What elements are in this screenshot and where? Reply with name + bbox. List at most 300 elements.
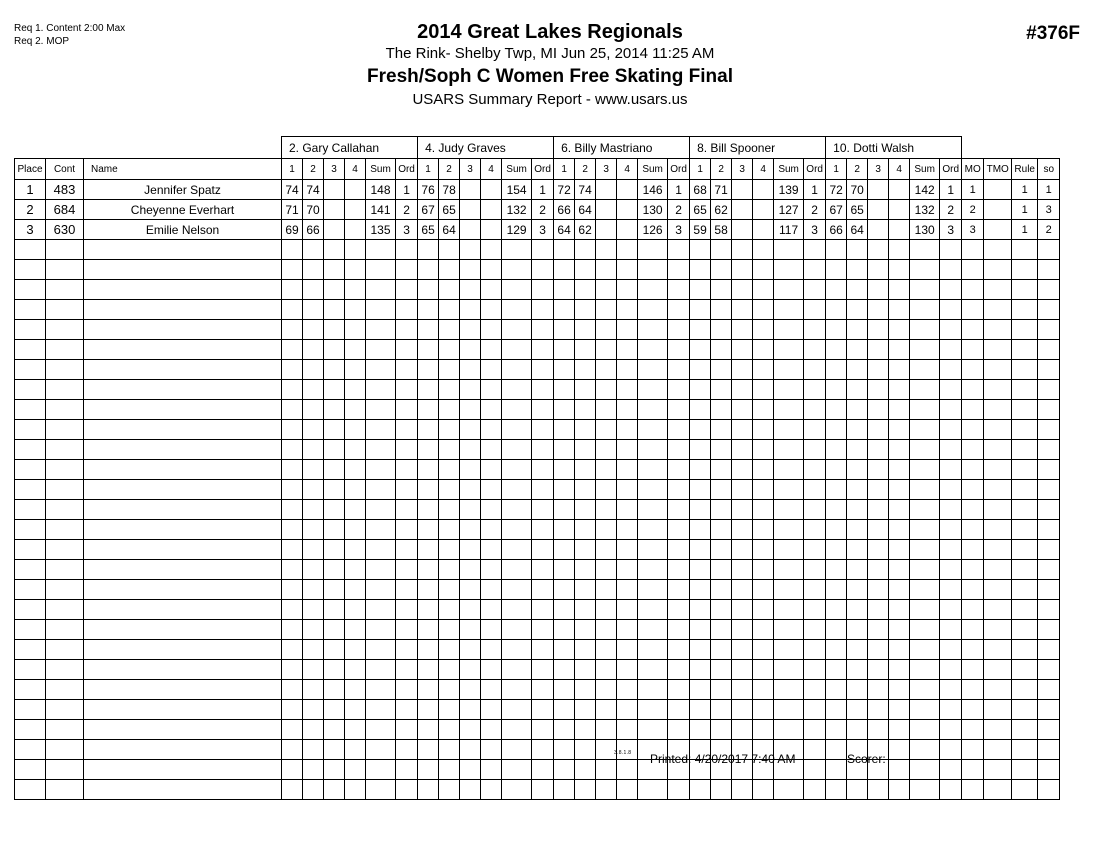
row-j2-s4: [481, 380, 502, 400]
row-j4-ord: [804, 520, 826, 540]
row-j2-s2: [439, 580, 460, 600]
row-j1-ord: [396, 620, 418, 640]
row-j4-s2: [711, 700, 732, 720]
row-rule: [1012, 660, 1038, 680]
row-j4-s1: [690, 540, 711, 560]
row-j4-s2: [711, 260, 732, 280]
row-j5-ord: [940, 380, 962, 400]
row-j5-ord: [940, 680, 962, 700]
row-j5-s2: [847, 420, 868, 440]
row-j1-s1: [282, 520, 303, 540]
row-j5-s1: [826, 360, 847, 380]
row-j4-s1: [690, 580, 711, 600]
table-row-empty[interactable]: [15, 780, 1060, 800]
sheet-footer: [14, 748, 1044, 770]
row-j2-s3: [460, 660, 481, 680]
row-j1-s4: [345, 680, 366, 700]
row-j1-s4: [345, 780, 366, 800]
row-j3-ord: 1: [668, 180, 690, 200]
row-j3-sum: [638, 780, 668, 800]
row-j2-s4: [481, 780, 502, 800]
row-j4-ord: [804, 240, 826, 260]
row-j5-ord: [940, 700, 962, 720]
row-place: [15, 700, 46, 720]
table-row-empty[interactable]: [15, 700, 1060, 720]
row-j1-ord: [396, 240, 418, 260]
row-contestant-number: [46, 780, 84, 800]
table-row-empty[interactable]: [15, 460, 1060, 480]
row-j2-s3: [460, 500, 481, 520]
row-j4-s4: [753, 500, 774, 520]
row-j5-s1: [826, 560, 847, 580]
header-j1-1: 1: [282, 159, 303, 180]
event-title: Fresh/Soph C Women Free Skating Final: [367, 66, 733, 87]
row-j5-sum: [910, 500, 940, 520]
table-row-empty[interactable]: [15, 260, 1060, 280]
table-row-empty[interactable]: [15, 520, 1060, 540]
table-row-empty[interactable]: [15, 680, 1060, 700]
row-j2-s3: [460, 400, 481, 420]
row-j1-s1: [282, 560, 303, 580]
row-j5-s1: [826, 420, 847, 440]
row-j5-sum: [910, 660, 940, 680]
row-j2-ord: [532, 440, 554, 460]
row-j5-s3: [868, 600, 889, 620]
row-j3-s1: [554, 540, 575, 560]
row-j3-s4: [617, 360, 638, 380]
row-j5-s3: [868, 560, 889, 580]
row-place: [15, 520, 46, 540]
row-j1-s2: [303, 360, 324, 380]
row-j5-s2: [847, 780, 868, 800]
row-j4-s4: [753, 340, 774, 360]
row-j3-ord: 3: [668, 220, 690, 240]
row-j5-s2: [847, 500, 868, 520]
row-j1-ord: [396, 460, 418, 480]
header-place: Place: [15, 159, 46, 180]
row-j5-s1: [826, 400, 847, 420]
row-contestant-number: [46, 300, 84, 320]
row-j4-s1: [690, 620, 711, 640]
table-row-empty[interactable]: [15, 340, 1060, 360]
row-j3-s1: [554, 400, 575, 420]
row-j3-sum: [638, 560, 668, 580]
row-j1-sum: [366, 700, 396, 720]
row-j4-sum: [774, 320, 804, 340]
table-row-empty[interactable]: [15, 580, 1060, 600]
row-j3-s3: [596, 560, 617, 580]
row-so: [1038, 260, 1060, 280]
row-mo: 2: [962, 200, 984, 220]
row-so: 2: [1038, 220, 1060, 240]
row-so: [1038, 340, 1060, 360]
row-j5-sum: [910, 540, 940, 560]
header-j3-3: 3: [596, 159, 617, 180]
row-j1-ord: [396, 700, 418, 720]
row-j5-s3: [868, 680, 889, 700]
row-skater-name: [84, 320, 282, 340]
row-j2-ord: [532, 720, 554, 740]
table-row-empty[interactable]: [15, 620, 1060, 640]
row-j5-sum: [910, 360, 940, 380]
row-j1-sum: [366, 380, 396, 400]
row-place: [15, 480, 46, 500]
row-j3-s2: [575, 540, 596, 560]
row-j5-s2: 64: [847, 220, 868, 240]
row-j3-s4: [617, 680, 638, 700]
table-row-empty[interactable]: [15, 380, 1060, 400]
row-j3-ord: [668, 300, 690, 320]
row-j3-s4: [617, 180, 638, 200]
row-contestant-number: [46, 380, 84, 400]
header-j5-4: 4: [889, 159, 910, 180]
row-j3-s2: [575, 380, 596, 400]
row-j1-sum: [366, 400, 396, 420]
row-j4-ord: [804, 700, 826, 720]
row-tmo: [984, 660, 1012, 680]
row-j1-sum: [366, 620, 396, 640]
row-j4-ord: [804, 280, 826, 300]
row-j4-s4: [753, 400, 774, 420]
row-j1-s3: [324, 460, 345, 480]
table-row-empty[interactable]: [15, 720, 1060, 740]
row-j1-s4: [345, 340, 366, 360]
row-j3-s3: [596, 440, 617, 460]
row-j4-s2: [711, 480, 732, 500]
row-rule: [1012, 360, 1038, 380]
band-spacer-so: [1038, 137, 1060, 159]
row-j4-s1: [690, 340, 711, 360]
row-j1-s4: [345, 180, 366, 200]
row-j5-s4: [889, 580, 910, 600]
row-j2-s3: [460, 640, 481, 660]
row-j2-s2: [439, 560, 460, 580]
row-rule: [1012, 440, 1038, 460]
row-j2-s4: [481, 680, 502, 700]
row-j1-s1: [282, 400, 303, 420]
row-j5-ord: [940, 540, 962, 560]
row-j2-sum: [502, 400, 532, 420]
row-contestant-number: [46, 480, 84, 500]
row-j4-s1: 59: [690, 220, 711, 240]
row-skater-name: [84, 240, 282, 260]
row-j3-s3: [596, 580, 617, 600]
row-place: [15, 340, 46, 360]
row-j1-sum: [366, 320, 396, 340]
row-tmo: [984, 700, 1012, 720]
row-contestant-number: [46, 400, 84, 420]
row-j5-s1: [826, 240, 847, 260]
row-j1-s2: [303, 280, 324, 300]
row-j3-s4: [617, 320, 638, 340]
row-j2-s1: [418, 460, 439, 480]
row-j3-s1: [554, 440, 575, 460]
table-row-empty[interactable]: [15, 500, 1060, 520]
table-row-empty[interactable]: [15, 280, 1060, 300]
row-place: [15, 640, 46, 660]
row-j1-s4: [345, 640, 366, 660]
row-j3-sum: [638, 500, 668, 520]
row-j2-sum: [502, 700, 532, 720]
row-j4-sum: 139: [774, 180, 804, 200]
row-j3-s4: [617, 280, 638, 300]
row-j2-s4: [481, 360, 502, 380]
row-j1-s2: [303, 240, 324, 260]
row-j4-s3: [732, 280, 753, 300]
row-contestant-number: [46, 640, 84, 660]
row-j5-s2: 70: [847, 180, 868, 200]
row-skater-name: [84, 700, 282, 720]
table-row-empty[interactable]: [15, 320, 1060, 340]
row-j3-sum: [638, 520, 668, 540]
row-j1-s1: [282, 240, 303, 260]
table-row-empty[interactable]: [15, 600, 1060, 620]
header-j3-1: 1: [554, 159, 575, 180]
row-j5-s1: [826, 660, 847, 680]
row-rule: [1012, 380, 1038, 400]
row-j3-s4: [617, 700, 638, 720]
row-j4-sum: [774, 420, 804, 440]
header-j2-ord: Ord: [532, 159, 554, 180]
row-j5-sum: [910, 600, 940, 620]
row-j2-s2: [439, 280, 460, 300]
row-j4-s2: [711, 240, 732, 260]
table-row-empty[interactable]: [15, 300, 1060, 320]
row-j3-s1: [554, 560, 575, 580]
row-j4-sum: [774, 560, 804, 580]
row-rule: [1012, 400, 1038, 420]
row-j1-ord: [396, 580, 418, 600]
row-skater-name: [84, 440, 282, 460]
row-skater-name: [84, 380, 282, 400]
row-j5-s2: [847, 480, 868, 500]
row-j5-ord: [940, 660, 962, 680]
row-j5-s2: [847, 520, 868, 540]
row-j1-sum: [366, 340, 396, 360]
row-j2-s3: [460, 720, 481, 740]
row-place: [15, 720, 46, 740]
row-mo: [962, 700, 984, 720]
row-j5-s3: [868, 180, 889, 200]
table-row-empty[interactable]: [15, 540, 1060, 560]
row-j2-ord: [532, 420, 554, 440]
row-tmo: [984, 360, 1012, 380]
table-row-empty[interactable]: [15, 400, 1060, 420]
row-rule: [1012, 300, 1038, 320]
row-j1-s3: [324, 560, 345, 580]
row-j5-ord: [940, 400, 962, 420]
row-j4-s2: 71: [711, 180, 732, 200]
row-skater-name: [84, 660, 282, 680]
row-j1-s2: [303, 700, 324, 720]
row-j5-sum: [910, 400, 940, 420]
row-j5-s4: [889, 420, 910, 440]
row-j1-s1: [282, 640, 303, 660]
header-mo: MO: [962, 159, 984, 180]
row-contestant-number: [46, 580, 84, 600]
row-contestant-number: [46, 720, 84, 740]
row-j1-s2: [303, 720, 324, 740]
row-j1-s2: [303, 500, 324, 520]
row-j2-s4: [481, 580, 502, 600]
row-j3-s4: [617, 620, 638, 640]
row-j4-s3: [732, 180, 753, 200]
row-contestant-number: 483: [46, 180, 84, 200]
row-contestant-number: [46, 600, 84, 620]
row-j1-s2: [303, 340, 324, 360]
row-rule: [1012, 320, 1038, 340]
row-j5-sum: 142: [910, 180, 940, 200]
header-j5-ord: Ord: [940, 159, 962, 180]
row-j1-ord: 1: [396, 180, 418, 200]
row-contestant-number: [46, 460, 84, 480]
row-j1-sum: [366, 580, 396, 600]
row-j3-s2: [575, 420, 596, 440]
row-tmo: [984, 600, 1012, 620]
row-j2-s1: 65: [418, 220, 439, 240]
row-j2-s1: 67: [418, 200, 439, 220]
row-j2-ord: [532, 620, 554, 640]
row-j3-s3: [596, 280, 617, 300]
table-row-empty[interactable]: [15, 660, 1060, 680]
row-j3-s2: [575, 480, 596, 500]
row-j5-s1: [826, 580, 847, 600]
row-j1-s1: [282, 480, 303, 500]
row-j1-sum: [366, 240, 396, 260]
row-j1-ord: [396, 300, 418, 320]
row-j5-ord: [940, 240, 962, 260]
row-j3-s1: [554, 360, 575, 380]
row-j4-sum: [774, 460, 804, 480]
row-j3-s4: [617, 300, 638, 320]
row-j5-sum: [910, 300, 940, 320]
row-j4-s1: [690, 280, 711, 300]
row-j1-s1: [282, 580, 303, 600]
row-j5-sum: [910, 720, 940, 740]
table-row-empty[interactable]: [15, 360, 1060, 380]
row-j2-s1: [418, 720, 439, 740]
table-row-empty[interactable]: [15, 240, 1060, 260]
row-j4-ord: [804, 600, 826, 620]
table-row[interactable]: [15, 180, 1060, 200]
row-place: [15, 600, 46, 620]
row-skater-name: [84, 560, 282, 580]
row-j5-ord: 3: [940, 220, 962, 240]
row-j4-s3: [732, 260, 753, 280]
row-j3-s3: [596, 520, 617, 540]
row-place: [15, 380, 46, 400]
row-j2-s4: [481, 660, 502, 680]
table-row-empty[interactable]: [15, 560, 1060, 580]
row-j2-s4: [481, 620, 502, 640]
row-skater-name: [84, 340, 282, 360]
row-j3-s1: [554, 340, 575, 360]
row-j2-s1: [418, 320, 439, 340]
row-j2-sum: [502, 360, 532, 380]
row-j3-s4: [617, 540, 638, 560]
row-j5-s2: [847, 620, 868, 640]
row-j1-sum: [366, 720, 396, 740]
row-so: [1038, 320, 1060, 340]
row-place: [15, 440, 46, 460]
row-j3-ord: [668, 280, 690, 300]
row-mo: [962, 420, 984, 440]
row-j2-s3: [460, 300, 481, 320]
row-j3-s2: 62: [575, 220, 596, 240]
row-j5-sum: [910, 340, 940, 360]
row-j4-s4: [753, 540, 774, 560]
row-j2-s3: [460, 580, 481, 600]
table-row-empty[interactable]: [15, 420, 1060, 440]
row-j5-s2: [847, 440, 868, 460]
row-j2-s2: [439, 640, 460, 660]
row-j2-sum: [502, 620, 532, 640]
row-j3-s3: [596, 380, 617, 400]
row-j1-s4: [345, 220, 366, 240]
row-j1-sum: [366, 300, 396, 320]
row-j1-sum: [366, 460, 396, 480]
row-tmo: [984, 340, 1012, 360]
row-j4-s3: [732, 640, 753, 660]
row-place: [15, 400, 46, 420]
row-j4-ord: [804, 360, 826, 380]
row-j5-s3: [868, 340, 889, 360]
row-j2-s3: [460, 600, 481, 620]
row-j1-s1: [282, 340, 303, 360]
row-j2-s4: [481, 460, 502, 480]
row-j2-ord: [532, 380, 554, 400]
row-j1-sum: 135: [366, 220, 396, 240]
row-j3-sum: [638, 260, 668, 280]
row-j1-s2: 70: [303, 200, 324, 220]
header-j3-4: 4: [617, 159, 638, 180]
row-j1-s3: [324, 240, 345, 260]
row-tmo: [984, 440, 1012, 460]
row-mo: [962, 240, 984, 260]
row-j3-s3: [596, 600, 617, 620]
row-j2-s2: [439, 320, 460, 340]
table-row-empty[interactable]: [15, 640, 1060, 660]
table-row-empty[interactable]: [15, 440, 1060, 460]
table-row-empty[interactable]: [15, 480, 1060, 500]
row-j4-s4: [753, 380, 774, 400]
row-j1-ord: [396, 680, 418, 700]
row-place: 1: [15, 180, 46, 200]
row-j4-s1: [690, 260, 711, 280]
row-j4-s4: [753, 620, 774, 640]
row-j3-s3: [596, 640, 617, 660]
row-j4-s4: [753, 660, 774, 680]
judge-header-3: 6. Billy Mastriano: [554, 137, 690, 159]
row-j2-ord: [532, 520, 554, 540]
row-contestant-number: [46, 560, 84, 580]
row-j5-sum: [910, 620, 940, 640]
row-j5-sum: [910, 280, 940, 300]
judge-header-5: 10. Dotti Walsh: [826, 137, 962, 159]
row-j1-sum: [366, 600, 396, 620]
row-j2-ord: [532, 780, 554, 800]
row-j3-s1: 64: [554, 220, 575, 240]
row-skater-name: [84, 460, 282, 480]
row-j5-sum: 130: [910, 220, 940, 240]
table-row[interactable]: [15, 200, 1060, 220]
row-j1-s4: [345, 240, 366, 260]
column-header-row: [15, 159, 1060, 180]
row-j3-ord: [668, 360, 690, 380]
row-j4-s2: [711, 420, 732, 440]
table-row[interactable]: [15, 220, 1060, 240]
row-j5-s4: [889, 380, 910, 400]
